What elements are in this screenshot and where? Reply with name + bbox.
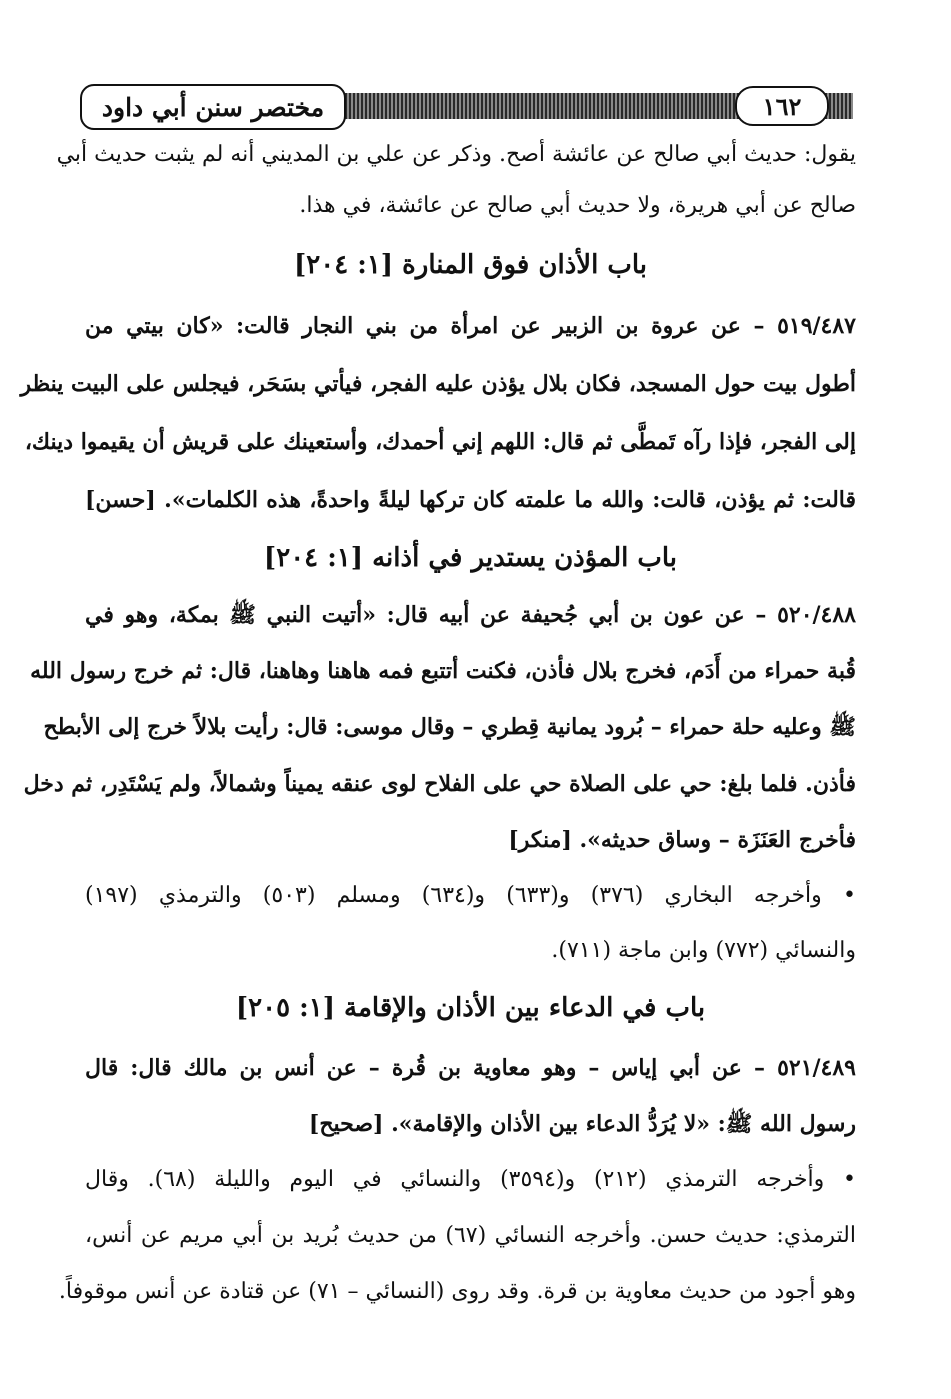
page-number: ١٦٢ — [735, 86, 829, 126]
hadith-line: إلى الفجر، فإذا رآه تَمطَّى ثم قال: اللهم إني أحمدك، وأستعينك على قريش أن يقيموا دينك، — [24, 429, 856, 455]
footnote-line: والنسائي (٧٧٢) وابن ماجة (٧١١). — [551, 938, 856, 963]
hadith-line: فأذن. فلما بلغ: حي على الصلاة حي على الفلاح لوى عنقه يميناً وشمالاً، ولم يَسْتَدِر، ثم دخل — [23, 771, 856, 797]
footnote-line: • وأخرجه البخاري (٣٧٦) و(٦٣٣) و(٦٣٤) ومسلم (٥٠٣) والترمذي (١٩٧) — [85, 883, 856, 908]
footnote-line: وهو أجود من حديث معاوية بن قرة. وقد روى (النسائي – ٧١) عن قتادة عن أنس موقوفاً. — [58, 1279, 856, 1304]
section-heading: باب في الدعاء بين الأذان والإقامة [١: ٢٠٥] — [235, 993, 706, 1023]
hadith-line: قُبة حمراء من أَدَم، فخرج بلال فأذن، فكنت أتتبع فمه هاهنا وهاهنا، قال: ثم خرج رسول الله — [30, 658, 856, 684]
hadith-line: رسول الله ﷺ: «لا يُرَدُّ الدعاء بين الأذان والإقامة». [صحيح] — [308, 1111, 856, 1137]
hadith-line: ٥٢٠/٤٨٨ – عن عون بن أبي جُحيفة عن أبيه قال: «أتيت النبي ﷺ بمكة، وهو في — [85, 602, 856, 628]
hadith-line: فأخرج العَنَزَة – وساق حديثه». [منكر] — [508, 827, 856, 853]
intro-line: صالح عن أبي هريرة، ولا حديث أبي صالح عن عائشة، في هذا. — [299, 193, 856, 218]
hadith-line: قالت: ثم يؤذن، قالت: والله ما علمته كان تركها ليلةً واحدةً، هذه الكلمات». [حسن] — [85, 487, 856, 513]
section-heading: باب المؤذن يستدير في أذانه [١: ٢٠٤] — [263, 543, 678, 573]
running-title: مختصر سنن أبي داود — [80, 84, 346, 130]
hadith-line: ٥٢١/٤٨٩ – عن أبي إياس – وهو معاوية بن قُرة – عن أنس بن مالك قال: قال — [85, 1055, 856, 1081]
hadith-line: ٥١٩/٤٨٧ – عن عروة بن الزبير عن امرأة من بني النجار قالت: «كان بيتي من — [85, 313, 856, 339]
hadith-line: أطول بيت حول المسجد، فكان بلال يؤذن عليه الفجر، فيأتي بسَحَر، فيجلس على البيت ينظر — [20, 371, 856, 397]
section-heading: باب الأذان فوق المنارة [١: ٢٠٤] — [293, 250, 648, 280]
hadith-line: ﷺ وعليه حلة حمراء – بُرود يمانية قِطري – وقال موسى: قال: رأيت بلالاً خرج إلى الأبطح — [43, 714, 856, 740]
footnote-line: الترمذي: حديث حسن. وأخرجه النسائي (٦٧) من حديث بُريد بن أبي مريم عن أنس، — [85, 1223, 856, 1248]
intro-line: يقول: حديث أبي صالح عن عائشة أصح. وذكر عن علي بن المديني أنه لم يثبت حديث أبي — [56, 142, 856, 167]
footnote-line: • وأخرجه الترمذي (٢١٢) و(٣٥٩٤) والنسائي في اليوم والليلة (٦٨). وقال — [85, 1167, 856, 1192]
